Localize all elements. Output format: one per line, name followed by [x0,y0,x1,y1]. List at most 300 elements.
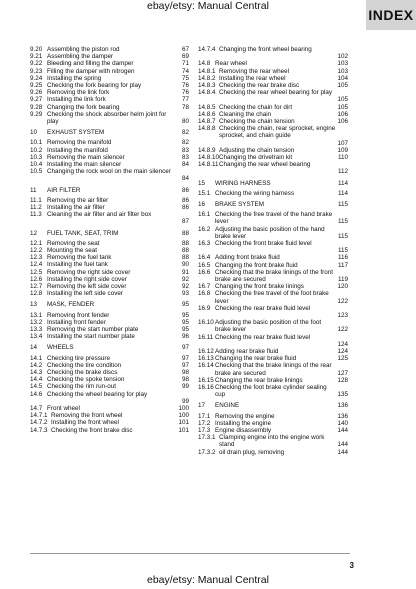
toc-entry-page: 97 [181,344,189,352]
toc-entry-title: Changing the rear brake linings [215,376,303,384]
toc-entry-title: Installing the main silencer [47,161,122,168]
toc-entry-page: 82 [181,139,189,147]
toc-entry-page: 105 [337,82,348,89]
footer-rule [30,553,350,554]
toc-entry[interactable] [198,449,348,456]
toc-entry-page: 88 [181,254,189,262]
toc-entry-page: 69 [181,53,189,61]
toc-entry-page: 95 [181,318,189,326]
toc-entry[interactable] [30,419,189,426]
toc-entry[interactable] [198,240,348,254]
toc-entry-number: 15.1 [198,189,211,197]
toc-entry-number: 16.14 [198,362,214,370]
toc-entry[interactable] [30,301,189,308]
toc-entry[interactable] [30,104,189,111]
toc-entry-page: 98 [181,369,189,376]
toc-entry[interactable] [30,129,189,136]
toc-entry[interactable] [198,161,348,175]
toc-entry-number: 16.8 [198,290,211,298]
toc-entry-number: 14.8 [198,60,211,68]
toc-entry[interactable] [198,154,348,161]
toc-entry-title: AIR FILTER [47,186,81,194]
toc-entry-page: 95 [181,311,189,319]
toc-entry-page: 125 [337,355,348,363]
toc-entry-title: Changing the front brake linings [215,283,304,291]
toc-entry[interactable] [198,211,348,225]
toc-entry[interactable] [30,344,189,351]
toc-entry-title: MASK, FENDER [47,301,95,309]
toc-entry[interactable] [198,384,348,398]
toc-entry-number: 12.5 [30,268,43,276]
toc-entry-page: 100 [178,412,189,420]
toc-entry-number: 16.16 [198,384,214,391]
toc-entry[interactable] [30,75,189,82]
toc-entry-page: 93 [181,290,189,298]
toc-entry[interactable] [30,96,189,103]
toc-entry[interactable] [198,118,348,125]
toc-entry[interactable] [30,326,189,333]
toc-entry-number: 14.8.11 [198,161,219,169]
toc-entry-number: 16.12 [198,348,214,355]
toc-entry-number: 16.11 [198,333,214,341]
toc-entry-title: Assembling the piston rod [47,46,120,53]
toc-entry-title: Adding rear brake fluid [215,348,279,355]
toc-entry-title: Checking the tire condition [47,361,122,369]
toc-entry-page: 99 [181,383,189,391]
toc-entry-page: 100 [178,405,189,412]
toc-entry-page: 84 [181,161,189,168]
toc-entry-title: Checking the fork bearing for play [47,82,142,89]
toc-entry-title: Removing the link fork [47,89,110,97]
toc-entry-title: Changing the front wheel bearing [219,46,312,53]
toc-entry-title: Installing the right side cover [47,275,127,283]
toc-entry-title: Checking the front brake disc [51,426,133,434]
toc-entry[interactable] [30,376,189,383]
toc-entry-title: Checking the chain for dirt [219,103,293,111]
toc-entry[interactable] [30,46,189,53]
toc-entry[interactable] [198,319,348,333]
toc-entry-title: Checking the rear brake fluid level [215,304,311,312]
toc-entry-title: Checking the spoke tension [47,376,125,384]
toc-entry-number: 10.5 [30,168,43,176]
toc-entry-page: 86 [181,186,189,194]
toc-entry-title: Installing the fuel tank [47,261,108,269]
header-banner: ebay/etsy: Manual Central [147,0,269,12]
toc-entry-title: Cleaning the chain [219,110,272,118]
toc-entry-title: Checking tire pressure [47,354,110,362]
toc-entry[interactable] [198,82,348,89]
toc-entry[interactable] [198,355,348,362]
page-number: 3 [349,561,354,570]
toc-entry[interactable] [198,420,348,427]
toc-entry-page: 76 [181,89,189,97]
toc-entry-page: 97 [181,354,189,362]
toc-entry[interactable] [30,111,189,125]
toc-entry-number: 16.2 [198,225,211,233]
toc-entry[interactable] [198,427,348,434]
toc-entry-number: 14.8.2 [198,74,216,82]
toc-entry-number: 11.2 [30,204,42,211]
toc-entry[interactable] [30,319,189,326]
toc-entry-page: 128 [337,376,348,384]
toc-entry-number: 13.2 [30,318,43,326]
toc-entry[interactable] [198,290,348,304]
toc-entry-page: 117 [337,261,348,269]
toc-entry-page: 74 [181,67,189,75]
toc-entry-page: 105 [337,103,348,111]
toc-entry-number: 14.8.6 [198,110,216,118]
toc-entry-page: 90 [181,261,189,269]
toc-entry-title: Checking the free travel of the hand brake lever [215,211,333,226]
toc-entry-number: 16.6 [198,268,211,276]
toc-entry-title: Adding front brake fluid [215,254,280,262]
toc-entry-number: 16 [198,201,206,208]
toc-entry[interactable] [198,305,348,319]
toc-entry-title: Changing the rear wheel bearing [219,161,311,169]
toc-entry[interactable] [198,226,348,240]
toc-entry-page: 102 [337,53,348,61]
toc-entry-page: 105 [337,96,348,104]
toc-entry-page: 110 [337,154,348,161]
toc-entry[interactable] [30,283,189,290]
footer-banner: ebay/etsy: Manual Central [147,574,269,586]
toc-entry-title: Checking the shock absorber helm joint for play [47,110,167,125]
toc-entry[interactable] [30,312,189,319]
toc-entry-number: 11.1 [30,196,42,204]
toc-entry-title: Clamping engine into the engine work stand [219,434,325,449]
toc-entry[interactable] [198,362,348,376]
toc-entry-page: 82 [181,129,189,137]
toc-entry[interactable] [30,60,189,67]
toc-entry-page: 144 [337,427,348,434]
toc-entry-title: Engine disassembly [215,427,272,434]
toc-entry-title: Removing the manifold [47,139,112,147]
toc-entry-title: FUEL TANK, SEAT, TRIM [47,229,119,237]
toc-entry-page: 124 [337,340,348,348]
toc-entry-number: 9.28 [30,103,43,111]
toc-entry-page: 116 [337,254,348,262]
toc-entry[interactable] [30,427,189,434]
toc-entry-page: 115 [337,232,348,240]
toc-entry-number: 16.5 [198,261,211,269]
toc-entry[interactable] [30,168,189,182]
toc-entry-page: 106 [337,118,348,125]
toc-entry-number: 13 [30,301,38,309]
toc-entry[interactable] [30,412,189,419]
toc-entry[interactable] [30,68,189,75]
toc-entry-title: Installing the spring [47,74,102,82]
toc-entry[interactable] [198,377,348,384]
toc-entry-title: Bleeding and filling the damper [47,60,134,68]
toc-entry-page: 91 [181,268,189,276]
toc-entry-page: 115 [337,247,348,255]
toc-entry-page: 135 [337,391,348,399]
toc-entry-title: Checking the free travel of the foot brake lever [215,290,329,305]
toc-entry[interactable] [30,355,189,362]
toc-entry-number: 12.2 [30,247,43,254]
toc-entry-number: 17.3.1 [198,434,216,442]
toc-entry[interactable] [198,180,348,187]
toc-entry-number: 11.3 [30,211,42,219]
toc-entry[interactable] [198,111,348,118]
toc-entry-page: 88 [181,229,189,237]
toc-entry-title: Rear wheel [215,60,247,68]
toc-entry-title: Installing the start number plate [47,333,135,341]
toc-entry-page: 86 [181,196,189,204]
toc-entry-number: 14.8.8 [198,125,216,133]
toc-entry-number: 14.6 [30,390,43,398]
toc-entry-page: 120 [337,283,348,291]
toc-entry-title: Removing the front wheel [51,412,123,420]
toc-entry-number: 14.7.4 [198,46,216,53]
toc-entry-title: Changing the front brake fluid [215,261,298,269]
toc-entry[interactable] [30,230,189,237]
toc-entry-number: 14 [30,344,38,352]
toc-entry-title: ENGINE [215,402,240,410]
toc-entry-title: Removing front fender [47,311,110,319]
toc-entry-title: Installing front fender [47,318,106,326]
toc-entry-title: Checking the rim run-out [47,383,116,391]
toc-entry-title: WHEELS [47,344,74,352]
toc-entry[interactable] [198,262,348,269]
toc-entry[interactable] [30,254,189,261]
toc-entry-number: 17.1 [198,412,211,420]
toc-entry-number: 12.6 [30,275,43,283]
toc-entry[interactable] [30,89,189,96]
toc-entry[interactable] [198,334,348,348]
toc-entry[interactable] [198,89,348,103]
toc-entry[interactable] [30,247,189,254]
toc-entry[interactable] [30,211,189,225]
toc-entry-number: 14.8.3 [198,82,216,89]
toc-entry[interactable] [30,139,189,146]
toc-entry-number: 9.20 [30,46,43,53]
toc-entry-number: 9.21 [30,53,43,61]
toc-entry-number: 16.13 [198,355,214,363]
toc-entry-title: Checking the rear wheel bearing for play [219,89,333,97]
toc-entry-number: 9.25 [30,82,43,89]
toc-entry-title: Removing the rear wheel [219,67,290,75]
toc-entry-page: 96 [181,333,189,341]
toc-entry-page: 104 [337,74,348,82]
toc-entry-number: 10.4 [30,161,43,168]
toc-entry-number: 17.2 [198,419,211,427]
toc-entry-title: Checking the wheel bearing for play [47,390,148,398]
toc-entry[interactable] [30,53,189,60]
toc-entry-title: Installing the left side cover [47,290,123,298]
toc-entry-page: 97 [181,361,189,369]
toc-entry-title: Removing the seat [47,239,100,247]
toc-entry-number: 13.4 [30,333,43,341]
toc-entry[interactable] [198,68,348,75]
toc-entry-page: 80 [181,117,189,125]
toc-entry[interactable] [198,75,348,82]
toc-entry[interactable] [198,283,348,290]
toc-entry-number: 14.8.9 [198,146,216,154]
toc-entry-number: 14.7.3 [30,426,48,434]
toc-entry[interactable] [30,187,189,194]
toc-entry-page: 123 [337,311,348,319]
toc-entry-page: 114 [337,179,348,187]
toc-entry-title: Checking the rear brake disc [219,82,300,89]
toc-entry-title: Removing the left side cover [47,283,127,290]
toc-entry-page: 95 [181,326,189,333]
toc-entry-page: 127 [337,369,348,377]
toc-entry-page: 112 [337,168,348,176]
toc-entry-title: Adjusting the basic position of the hand brake lever [215,225,325,240]
toc-entry[interactable] [198,201,348,208]
toc-entry-title: Removing the air filter [47,196,109,204]
toc-entry-number: 12.1 [30,239,43,247]
toc-entry-title: Checking the foot brake cylinder sealing cup [215,384,327,399]
toc-entry-number: 14.7 [30,405,43,412]
toc-entry[interactable] [198,269,348,283]
toc-entry-number: 16.1 [198,211,211,219]
toc-entry[interactable] [198,60,348,67]
toc-entry-number: 10 [30,129,38,137]
toc-entry-page: 98 [181,376,189,384]
toc-entry-title: Installing the rear wheel [219,74,286,82]
toc-entry-page: 103 [337,60,348,68]
toc-entry-number: 17 [198,402,206,410]
toc-entry-page: 88 [181,247,189,254]
toc-entry[interactable] [198,348,348,355]
toc-entry-title: Checking that the brake linings of the rear brake are secured [215,362,332,377]
toc-entry-title: Checking the wiring harness [215,189,295,197]
toc-entry-title: Installing the front wheel [51,419,119,427]
toc-entry-page: 122 [337,326,348,334]
toc-entry-page: 78 [181,103,189,111]
toc-entry-number: 14.8.10 [198,154,220,161]
toc-entry-title: Removing the right side cover [47,268,131,276]
toc-entry-title: Checking the rear brake fluid level [215,333,311,341]
index-tab: INDEX [366,0,416,30]
toc-entry-page: 109 [337,146,348,154]
toc-entry-title: Adjusting the basic position of the foot brake lever [215,319,322,334]
toc-entry-page: 140 [337,419,348,427]
toc-entry-title: BRAKE SYSTEM [215,201,264,208]
toc-entry[interactable] [30,154,189,161]
toc-entry[interactable] [198,190,348,197]
toc-entry[interactable] [30,204,189,211]
toc-entry-title: oil drain plug, removing [219,448,285,456]
toc-entry-title: Installing the air filter [47,204,105,211]
toc-entry[interactable] [198,46,348,60]
toc-entry-title: Front wheel [47,405,80,412]
toc-entry-title: Changing the rock wool on the main silencer [47,168,171,176]
toc-entry[interactable] [30,276,189,283]
toc-entry-number: 12.8 [30,290,43,298]
toc-entry-page: 144 [337,441,348,449]
toc-entry-number: 11 [30,186,37,194]
toc-entry-page: 83 [181,146,189,154]
toc-entry-title: Mounting the seat [47,247,98,254]
toc-entry[interactable] [198,402,348,409]
toc-entry[interactable] [30,405,189,412]
toc-entry-number: 16.9 [198,304,211,312]
toc-entry-title: Adjusting the chain tension [219,146,295,154]
toc-entry-page: 101 [178,426,189,434]
toc-entry[interactable] [30,269,189,276]
toc-entry[interactable] [30,261,189,268]
toc-entry[interactable] [198,104,348,111]
toc-entry-title: Assembling the damper [47,53,114,61]
toc-entry-number: 9.27 [30,96,43,104]
toc-entry-page: 115 [337,218,348,226]
toc-entry[interactable] [30,362,189,369]
toc-entry[interactable] [30,147,189,154]
toc-entry-page: 86 [181,204,189,211]
toc-entry-title: Changing the drivetrain kit [219,154,293,161]
toc-entry[interactable] [30,391,189,405]
toc-entry-number: 14.7.1 [30,412,48,420]
toc-entry-number: 14.8.4 [198,89,216,97]
toc-entry[interactable] [198,147,348,154]
toc-entry-title: Cleaning the air filter and air filter box [47,211,152,219]
toc-entry-number: 13.3 [30,326,43,333]
toc-entry[interactable] [198,413,348,420]
toc-entry-page: 67 [181,46,189,53]
toc-entry-page: 106 [337,110,348,118]
toc-entry-title: Changing the rear brake fluid [215,355,297,363]
toc-entry-number: 14.7.2 [30,419,48,427]
toc-entry-number: 16.10 [198,319,214,327]
toc-entry[interactable] [198,254,348,261]
toc-entry-number: 14.8.5 [198,103,216,111]
toc-entry[interactable] [30,290,189,297]
toc-entry-title: Installing the engine [215,419,272,427]
toc-entry[interactable] [198,125,348,147]
toc-entry[interactable] [30,82,189,89]
toc-entry-title: Removing the main silencer [47,153,125,161]
toc-entry-number: 14.8.1 [198,67,216,75]
toc-entry-title: Removing the fuel tank [47,254,112,262]
toc-entry-number: 17.3 [198,427,211,434]
toc-entry-title: EXHAUST SYSTEM [47,129,105,137]
toc-entry-page: 83 [181,153,189,161]
toc-entry-page: 115 [337,201,348,208]
toc-entry-page: 144 [337,448,348,456]
toc-entry[interactable] [30,240,189,247]
toc-entry-page: 77 [181,96,189,104]
toc-entry-title: Installing the link fork [47,96,106,104]
toc-entry-page: 103 [337,67,348,75]
toc-entry-number: 12.4 [30,261,43,269]
toc-entry[interactable] [30,161,189,168]
toc-entry-title: Removing the engine [215,412,275,420]
toc-entry-number: 14.4 [30,376,43,384]
toc-entry-page: 99 [181,397,189,405]
toc-entry[interactable] [30,197,189,204]
toc-entry-page: 107 [337,139,348,147]
toc-entry-page: 84 [181,175,189,183]
toc-entry-number: 14.2 [30,361,43,369]
toc-entry-number: 14.5 [30,383,43,391]
toc-entry[interactable] [30,383,189,390]
toc-entry[interactable] [30,333,189,340]
toc-entry-title: WIRING HARNESS [215,179,271,187]
toc-entry[interactable] [198,434,348,448]
toc-entry-number: 10.2 [30,146,43,154]
toc-entry-number: 15 [198,179,206,187]
toc-entry-title: Filling the damper with nitrogen [47,67,135,75]
toc-entry-number: 9.22 [30,60,43,68]
toc-entry-page: 124 [337,348,348,355]
toc-entry[interactable] [30,369,189,376]
toc-entry-page: 119 [337,275,348,283]
toc-entry-page: 92 [181,283,189,290]
toc-entry-number: 12.3 [30,254,43,262]
